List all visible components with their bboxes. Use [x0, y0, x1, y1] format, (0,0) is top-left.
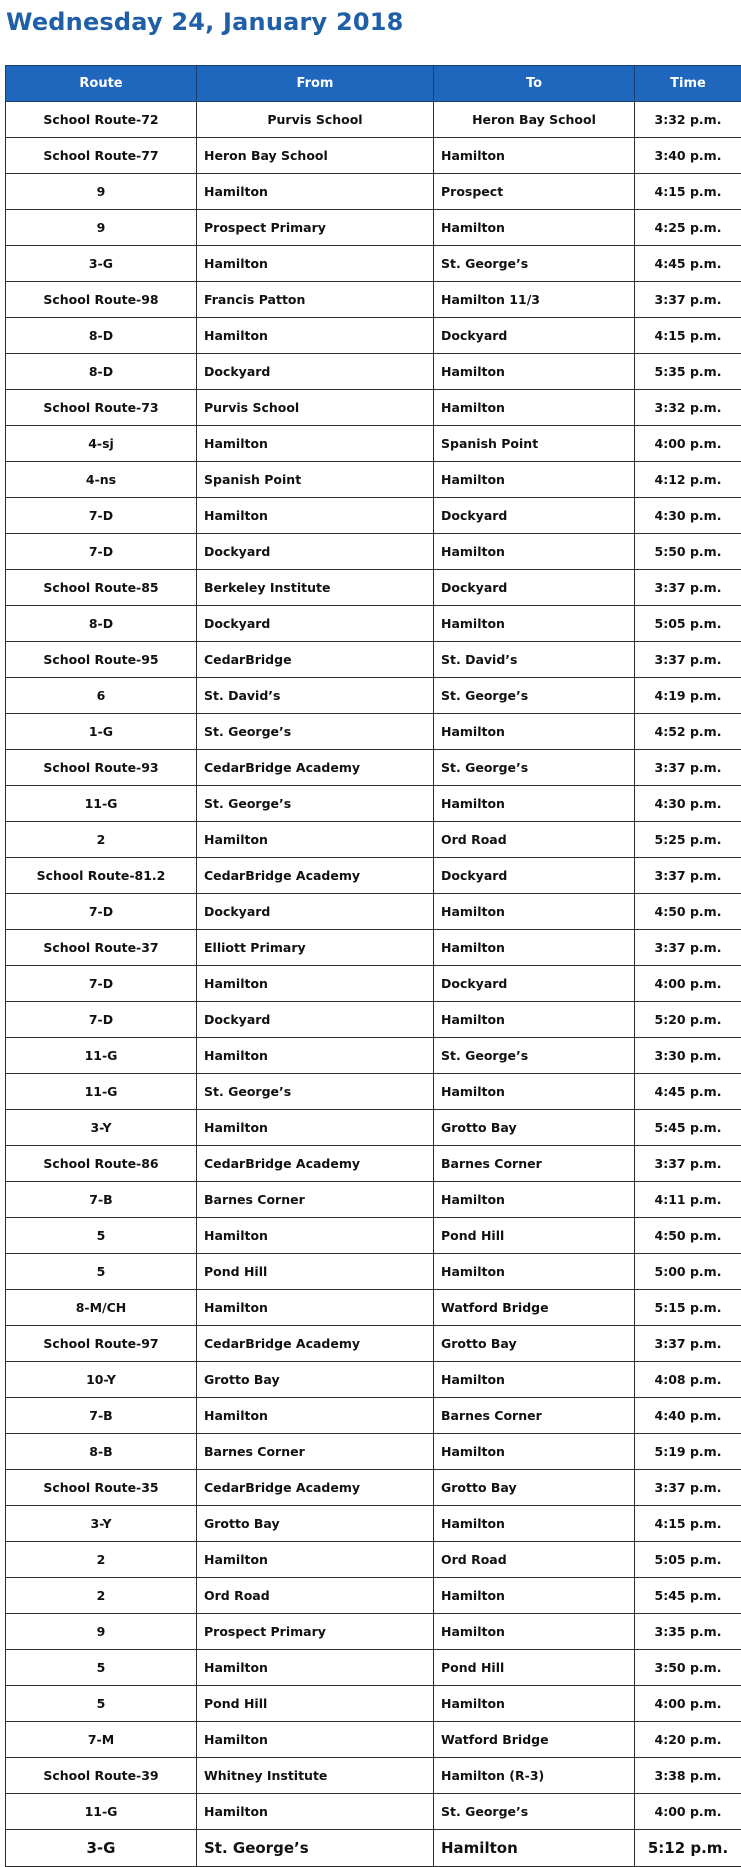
time-cell: 5:50 p.m.	[635, 534, 741, 570]
time-cell: 4:15 p.m.	[635, 318, 741, 354]
table-row	[6, 1434, 741, 1470]
route-cell: 11-G	[6, 1038, 197, 1074]
table-row	[6, 1182, 741, 1218]
table-row	[6, 1794, 741, 1830]
route-cell: School Route-72	[6, 102, 197, 138]
schedule-body	[6, 102, 741, 1867]
table-row	[6, 1830, 741, 1867]
route-cell: 7-D	[6, 498, 197, 534]
to-cell: Hamilton	[434, 1182, 635, 1218]
table-row	[6, 534, 741, 570]
route-cell: 2	[6, 1578, 197, 1614]
time-cell: 3:37 p.m.	[635, 930, 741, 966]
table-row	[6, 426, 741, 462]
time-cell: 4:15 p.m.	[635, 174, 741, 210]
time-cell: 3:50 p.m.	[635, 1650, 741, 1686]
from-cell: Dockyard	[197, 534, 434, 570]
route-cell: School Route-85	[6, 570, 197, 606]
to-cell: Grotto Bay	[434, 1470, 635, 1506]
from-cell: CedarBridge	[197, 642, 434, 678]
table-row	[6, 1074, 741, 1110]
table-row	[6, 1362, 741, 1398]
time-cell: 5:05 p.m.	[635, 606, 741, 642]
from-cell: Francis Patton	[197, 282, 434, 318]
to-cell: Hamilton	[434, 1074, 635, 1110]
to-cell: Hamilton	[434, 1686, 635, 1722]
time-cell: 4:08 p.m.	[635, 1362, 741, 1398]
from-cell: Dockyard	[197, 606, 434, 642]
from-cell: Pond Hill	[197, 1254, 434, 1290]
to-cell: Hamilton	[434, 606, 635, 642]
from-cell: Hamilton	[197, 246, 434, 282]
to-cell: Hamilton	[434, 1362, 635, 1398]
route-cell: 7-D	[6, 966, 197, 1002]
table-row	[6, 1650, 741, 1686]
time-cell: 5:45 p.m.	[635, 1578, 741, 1614]
to-cell: Dockyard	[434, 858, 635, 894]
time-cell: 4:30 p.m.	[635, 498, 741, 534]
table-row	[6, 1038, 741, 1074]
time-cell: 4:00 p.m.	[635, 426, 741, 462]
table-row	[6, 1398, 741, 1434]
from-cell: Grotto Bay	[197, 1506, 434, 1542]
from-cell: Hamilton	[197, 1650, 434, 1686]
route-cell: School Route-95	[6, 642, 197, 678]
route-cell: 6	[6, 678, 197, 714]
route-cell: 7-B	[6, 1182, 197, 1218]
time-cell: 3:37 p.m.	[635, 1326, 741, 1362]
from-cell: Berkeley Institute	[197, 570, 434, 606]
route-cell: 7-B	[6, 1398, 197, 1434]
time-cell: 3:32 p.m.	[635, 102, 741, 138]
table-row	[6, 282, 741, 318]
to-cell: Hamilton	[434, 210, 635, 246]
table-row	[6, 1686, 741, 1722]
from-cell: Hamilton	[197, 1290, 434, 1326]
table-row	[6, 930, 741, 966]
to-cell: St. George’s	[434, 1794, 635, 1830]
table-row	[6, 1218, 741, 1254]
to-cell: Hamilton	[434, 786, 635, 822]
table-row	[6, 1758, 741, 1794]
time-cell: 5:15 p.m.	[635, 1290, 741, 1326]
from-cell: Pond Hill	[197, 1686, 434, 1722]
from-cell: Hamilton	[197, 318, 434, 354]
time-cell: 3:37 p.m.	[635, 570, 741, 606]
time-cell: 4:50 p.m.	[635, 894, 741, 930]
route-cell: 2	[6, 822, 197, 858]
to-cell: Barnes Corner	[434, 1146, 635, 1182]
route-cell: 8-D	[6, 354, 197, 390]
route-cell: 8-D	[6, 318, 197, 354]
to-cell: Pond Hill	[434, 1218, 635, 1254]
from-cell: St. David’s	[197, 678, 434, 714]
table-row	[6, 210, 741, 246]
route-cell: 11-G	[6, 1074, 197, 1110]
table-row	[6, 462, 741, 498]
from-cell: CedarBridge Academy	[197, 858, 434, 894]
table-row	[6, 390, 741, 426]
time-cell: 5:25 p.m.	[635, 822, 741, 858]
from-cell: Purvis School	[197, 102, 434, 138]
route-cell: 3-Y	[6, 1506, 197, 1542]
route-cell: 11-G	[6, 1794, 197, 1830]
table-row	[6, 498, 741, 534]
from-cell: Whitney Institute	[197, 1758, 434, 1794]
route-cell: School Route-81.2	[6, 858, 197, 894]
time-cell: 3:37 p.m.	[635, 1146, 741, 1182]
from-cell: Grotto Bay	[197, 1362, 434, 1398]
table-row	[6, 1002, 741, 1038]
table-row	[6, 1110, 741, 1146]
to-cell: Hamilton	[434, 462, 635, 498]
from-cell: Dockyard	[197, 1002, 434, 1038]
from-cell: Hamilton	[197, 498, 434, 534]
from-cell: CedarBridge Academy	[197, 1326, 434, 1362]
to-cell: Watford Bridge	[434, 1722, 635, 1758]
time-cell: 4:45 p.m.	[635, 1074, 741, 1110]
route-cell: 3-G	[6, 1830, 197, 1867]
header-row	[6, 66, 741, 102]
time-cell: 5:20 p.m.	[635, 1002, 741, 1038]
from-cell: Purvis School	[197, 390, 434, 426]
route-cell: 8-M/CH	[6, 1290, 197, 1326]
table-row	[6, 570, 741, 606]
route-cell: School Route-73	[6, 390, 197, 426]
time-cell: 3:37 p.m.	[635, 642, 741, 678]
table-row	[6, 354, 741, 390]
time-cell: 5:35 p.m.	[635, 354, 741, 390]
time-cell: 5:45 p.m.	[635, 1110, 741, 1146]
to-cell: Ord Road	[434, 1542, 635, 1578]
to-cell: Hamilton	[434, 930, 635, 966]
to-cell: Spanish Point	[434, 426, 635, 462]
time-cell: 5:12 p.m.	[635, 1830, 741, 1867]
from-cell: Hamilton	[197, 426, 434, 462]
route-cell: School Route-77	[6, 138, 197, 174]
table-row	[6, 1254, 741, 1290]
time-cell: 4:00 p.m.	[635, 1794, 741, 1830]
time-cell: 4:12 p.m.	[635, 462, 741, 498]
to-cell: Dockyard	[434, 570, 635, 606]
to-cell: Hamilton	[434, 1614, 635, 1650]
from-cell: Hamilton	[197, 174, 434, 210]
time-column-header: Time	[635, 66, 741, 102]
route-cell: 8-D	[6, 606, 197, 642]
to-cell: Heron Bay School	[434, 102, 635, 138]
table-row	[6, 606, 741, 642]
route-cell: 7-M	[6, 1722, 197, 1758]
table-row	[6, 1614, 741, 1650]
from-cell: Hamilton	[197, 822, 434, 858]
from-cell: St. George’s	[197, 1830, 434, 1867]
time-cell: 4:52 p.m.	[635, 714, 741, 750]
from-cell: St. George’s	[197, 786, 434, 822]
time-cell: 4:00 p.m.	[635, 1686, 741, 1722]
table-row	[6, 1326, 741, 1362]
table-row	[6, 750, 741, 786]
table-row	[6, 102, 741, 138]
to-cell: Barnes Corner	[434, 1398, 635, 1434]
to-cell: St. George’s	[434, 678, 635, 714]
to-cell: Hamilton	[434, 714, 635, 750]
table-row	[6, 1722, 741, 1758]
time-cell: 4:40 p.m.	[635, 1398, 741, 1434]
table-row	[6, 138, 741, 174]
to-cell: Hamilton	[434, 138, 635, 174]
time-cell: 3:30 p.m.	[635, 1038, 741, 1074]
time-cell: 4:25 p.m.	[635, 210, 741, 246]
route-cell: 7-D	[6, 1002, 197, 1038]
to-cell: Hamilton	[434, 354, 635, 390]
table-row	[6, 966, 741, 1002]
to-cell: Grotto Bay	[434, 1326, 635, 1362]
route-cell: 2	[6, 1542, 197, 1578]
from-cell: CedarBridge Academy	[197, 1470, 434, 1506]
page-title: Wednesday 24, January 2018	[6, 8, 404, 36]
time-cell: 3:37 p.m.	[635, 750, 741, 786]
route-cell: 9	[6, 174, 197, 210]
table-row	[6, 822, 741, 858]
time-cell: 3:40 p.m.	[635, 138, 741, 174]
route-cell: 11-G	[6, 786, 197, 822]
from-cell: St. George’s	[197, 714, 434, 750]
time-cell: 3:32 p.m.	[635, 390, 741, 426]
from-cell: CedarBridge Academy	[197, 750, 434, 786]
table-row	[6, 786, 741, 822]
from-cell: Spanish Point	[197, 462, 434, 498]
route-cell: School Route-86	[6, 1146, 197, 1182]
from-cell: Prospect Primary	[197, 1614, 434, 1650]
to-cell: Hamilton	[434, 894, 635, 930]
route-cell: 9	[6, 210, 197, 246]
table-row	[6, 1578, 741, 1614]
route-cell: School Route-35	[6, 1470, 197, 1506]
to-cell: Hamilton	[434, 1830, 635, 1867]
route-cell: 7-D	[6, 894, 197, 930]
from-cell: St. George’s	[197, 1074, 434, 1110]
to-cell: Dockyard	[434, 966, 635, 1002]
table-row	[6, 318, 741, 354]
to-cell: St. David’s	[434, 642, 635, 678]
route-cell: School Route-37	[6, 930, 197, 966]
from-cell: Ord Road	[197, 1578, 434, 1614]
table-row	[6, 1146, 741, 1182]
table-row	[6, 714, 741, 750]
from-cell: Hamilton	[197, 966, 434, 1002]
from-cell: Heron Bay School	[197, 138, 434, 174]
time-cell: 3:37 p.m.	[635, 1470, 741, 1506]
time-cell: 4:45 p.m.	[635, 246, 741, 282]
table-row	[6, 642, 741, 678]
time-cell: 3:37 p.m.	[635, 858, 741, 894]
route-cell: School Route-39	[6, 1758, 197, 1794]
route-cell: 8-B	[6, 1434, 197, 1470]
to-cell: Grotto Bay	[434, 1110, 635, 1146]
to-cell: Hamilton	[434, 1506, 635, 1542]
route-cell: 4-sj	[6, 426, 197, 462]
route-cell: School Route-97	[6, 1326, 197, 1362]
table-row	[6, 1506, 741, 1542]
route-cell: 3-Y	[6, 1110, 197, 1146]
from-cell: Dockyard	[197, 354, 434, 390]
time-cell: 3:37 p.m.	[635, 282, 741, 318]
route-cell: 5	[6, 1650, 197, 1686]
from-cell: Hamilton	[197, 1398, 434, 1434]
route-cell: 5	[6, 1254, 197, 1290]
to-cell: Watford Bridge	[434, 1290, 635, 1326]
route-cell: 1-G	[6, 714, 197, 750]
from-cell: Hamilton	[197, 1542, 434, 1578]
to-cell: Hamilton	[434, 390, 635, 426]
route-cell: 3-G	[6, 246, 197, 282]
to-cell: Dockyard	[434, 498, 635, 534]
time-cell: 5:00 p.m.	[635, 1254, 741, 1290]
to-cell: St. George’s	[434, 246, 635, 282]
time-cell: 4:15 p.m.	[635, 1506, 741, 1542]
table-row	[6, 1470, 741, 1506]
from-cell: CedarBridge Academy	[197, 1146, 434, 1182]
from-cell: Barnes Corner	[197, 1182, 434, 1218]
time-cell: 3:38 p.m.	[635, 1758, 741, 1794]
bus-schedule-table	[5, 65, 741, 1867]
from-column-header: From	[197, 66, 434, 102]
time-cell: 4:19 p.m.	[635, 678, 741, 714]
to-cell: Hamilton	[434, 1578, 635, 1614]
to-cell: Ord Road	[434, 822, 635, 858]
from-cell: Dockyard	[197, 894, 434, 930]
from-cell: Elliott Primary	[197, 930, 434, 966]
to-cell: Pond Hill	[434, 1650, 635, 1686]
from-cell: Barnes Corner	[197, 1434, 434, 1470]
from-cell: Hamilton	[197, 1038, 434, 1074]
from-cell: Hamilton	[197, 1218, 434, 1254]
to-cell: Hamilton	[434, 1002, 635, 1038]
table-row	[6, 246, 741, 282]
time-cell: 4:11 p.m.	[635, 1182, 741, 1218]
table-row	[6, 894, 741, 930]
to-cell: St. George’s	[434, 1038, 635, 1074]
time-cell: 4:30 p.m.	[635, 786, 741, 822]
route-column-header: Route	[6, 66, 197, 102]
to-cell: Hamilton	[434, 1434, 635, 1470]
to-cell: Hamilton (R-3)	[434, 1758, 635, 1794]
table-row	[6, 1290, 741, 1326]
time-cell: 4:20 p.m.	[635, 1722, 741, 1758]
time-cell: 3:35 p.m.	[635, 1614, 741, 1650]
route-cell: School Route-93	[6, 750, 197, 786]
route-cell: 4-ns	[6, 462, 197, 498]
to-cell: St. George’s	[434, 750, 635, 786]
route-cell: School Route-98	[6, 282, 197, 318]
to-cell: Hamilton	[434, 534, 635, 570]
table-row	[6, 858, 741, 894]
time-cell: 5:05 p.m.	[635, 1542, 741, 1578]
table-row	[6, 1542, 741, 1578]
time-cell: 5:19 p.m.	[635, 1434, 741, 1470]
to-column-header: To	[434, 66, 635, 102]
from-cell: Prospect Primary	[197, 210, 434, 246]
route-cell: 5	[6, 1218, 197, 1254]
to-cell: Dockyard	[434, 318, 635, 354]
to-cell: Hamilton 11/3	[434, 282, 635, 318]
from-cell: Hamilton	[197, 1722, 434, 1758]
route-cell: 10-Y	[6, 1362, 197, 1398]
from-cell: Hamilton	[197, 1110, 434, 1146]
from-cell: Hamilton	[197, 1794, 434, 1830]
table-row	[6, 678, 741, 714]
time-cell: 4:00 p.m.	[635, 966, 741, 1002]
route-cell: 5	[6, 1686, 197, 1722]
route-cell: 9	[6, 1614, 197, 1650]
time-cell: 4:50 p.m.	[635, 1218, 741, 1254]
route-cell: 7-D	[6, 534, 197, 570]
table-row	[6, 174, 741, 210]
to-cell: Prospect	[434, 174, 635, 210]
to-cell: Hamilton	[434, 1254, 635, 1290]
